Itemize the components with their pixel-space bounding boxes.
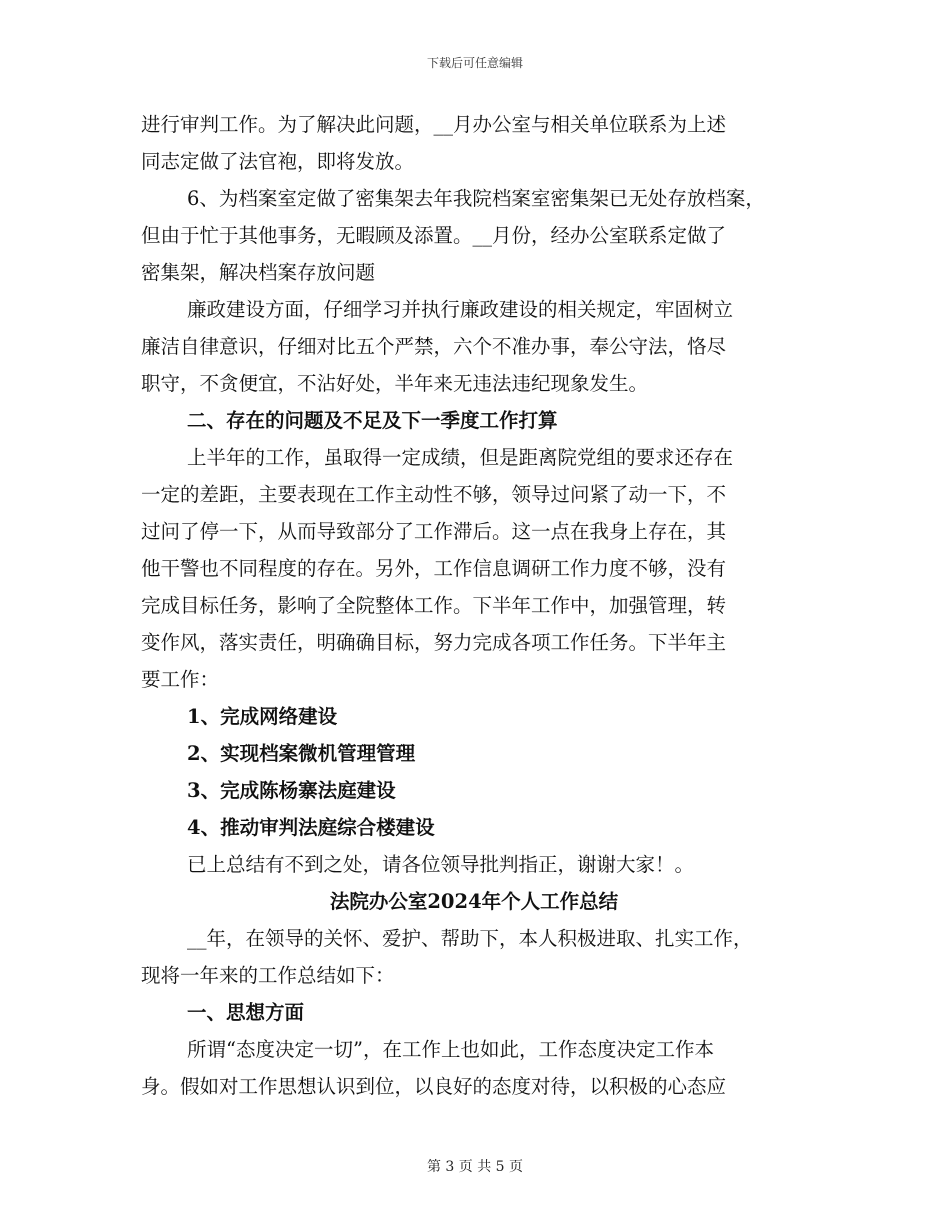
- text-line: 身。假如对工作思想认识到位，以良好的态度对待，以积极的心态应: [141, 1075, 727, 1098]
- list-item: [141, 698, 807, 735]
- text-line: 廉洁自律意识，仔细对比五个严禁，六个不准办事，奉公守法，恪尽: [141, 335, 727, 358]
- text-line: 2、实现档案微机管理管理: [187, 742, 416, 765]
- text-line: 现将一年来的工作总结如下：: [141, 964, 395, 987]
- text-line: 3、完成陈杨寨法庭建设: [187, 779, 396, 802]
- text-line: 一、思想方面: [187, 1001, 305, 1024]
- section-heading-problems: [141, 402, 807, 439]
- paragraph-closing: [141, 846, 807, 883]
- text-line: 要工作：: [141, 668, 220, 691]
- text-line: 已上总结有不到之处，请各位领导批判指正，谢谢大家！。: [187, 853, 695, 876]
- page-footer: 第 3 页 共 5 页: [426, 1159, 524, 1175]
- text-line: 职守，不贪便宜，不沾好处，半年来无违法违纪现象发生。: [141, 372, 649, 395]
- text-line: 廉政建设方面，仔细学习并执行廉政建设的相关规定，牢固树立: [187, 298, 734, 321]
- list-item: [141, 735, 807, 772]
- text-line: 过问了停一下，从而导致部分了工作滞后。这一点在我身上存在，其: [141, 520, 727, 543]
- paragraph-integrity: [141, 291, 807, 402]
- text-line: 进行审判工作。为了解决此问题，__月办公室与相关单位联系为上述: [141, 113, 727, 136]
- page-header: 下载后可任意编辑: [426, 56, 523, 70]
- document-body: [141, 106, 807, 1105]
- list-item: [141, 809, 807, 846]
- paragraph-intro: [141, 920, 807, 994]
- text-line: 一定的差距，主要表现在工作主动性不够，领导过问紧了动一下，不: [141, 483, 727, 506]
- list-item: [141, 772, 807, 809]
- paragraph-shortcomings: [141, 439, 807, 698]
- text-line: 但由于忙于其他事务，无暇顾及添置。__月份，经办公室联系定做了: [141, 224, 727, 247]
- paragraph-archive-shelves: [141, 180, 807, 291]
- text-line: 6、为档案室定做了密集架去年我院档案室密集架已无处存放档案，: [187, 187, 765, 210]
- paragraph-attitude: [141, 1031, 807, 1105]
- text-line: 1、完成网络建设: [187, 705, 338, 728]
- text-line: 他干警也不同程度的存在。另外，工作信息调研工作力度不够，没有: [141, 557, 727, 580]
- text-line: 4、推动审判法庭综合楼建设: [187, 816, 435, 839]
- text-line: 所谓“态度决定一切”，在工作上也如此，工作态度决定工作本: [187, 1038, 714, 1061]
- text-line: 上半年的工作，虽取得一定成绩，但是距离院党组的要求还存在: [187, 446, 734, 469]
- document-title: [141, 883, 807, 920]
- text-line: 完成目标任务，影响了全院整体工作。下半年工作中，加强管理，转: [141, 594, 727, 617]
- text-line: 密集架，解决档案存放问题: [141, 261, 376, 284]
- text-line: 变作风，落实责任，明确确目标，努力完成各项工作任务。下半年主: [141, 631, 727, 654]
- section-heading-thought: [141, 994, 807, 1031]
- text-line: 二、存在的问题及不足及下一季度工作打算: [187, 409, 558, 432]
- text-line: 同志定做了法官袍，即将发放。: [141, 150, 415, 173]
- text-line: __年，在领导的关怀、爱护、帮助下，本人积极进取、扎实工作，: [187, 927, 753, 950]
- text-line: 法院办公室2024年个人工作总结: [329, 890, 619, 913]
- paragraph-court-robes: [141, 106, 807, 180]
